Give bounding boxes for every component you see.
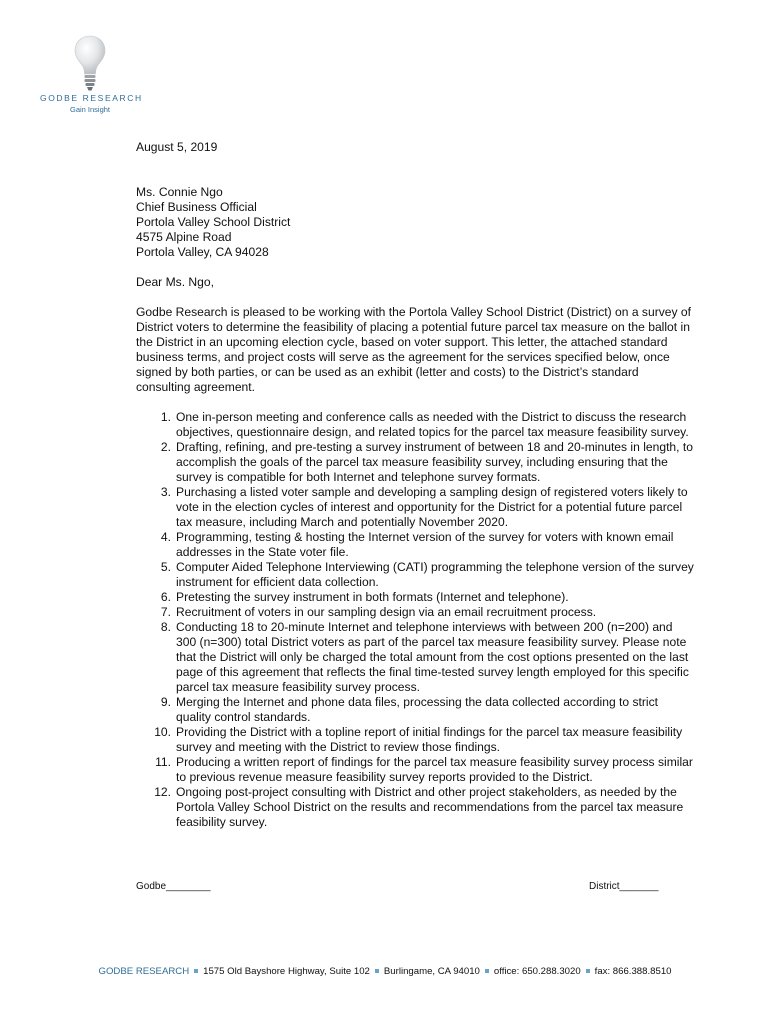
item-text: Ongoing post-project consulting with District and other project stakeholders, as needed by the Portola Valley School District on the results and recommendations from the parcel tax measure feasibility survey. <box>176 785 684 829</box>
item-number: 8. <box>160 620 171 634</box>
item-number: 11. <box>155 755 171 769</box>
item-text: Producing a written report of findings for the parcel tax measure feasibility survey process similar to previous revenue measure feasibility survey reports provided to the District. <box>176 755 693 784</box>
logo-company-name: GODBE RESEARCH <box>40 93 143 103</box>
item-text: One in-person meeting and conference calls as needed with the District to discuss the research objectives, questionnaire design, and related topics for the parcel tax measure feasibility survey. <box>176 410 689 439</box>
item-number: 3. <box>160 485 171 499</box>
list-item <box>136 560 696 590</box>
company-logo <box>40 34 143 114</box>
list-item <box>136 725 696 755</box>
item-text: Providing the District with a topline report of initial findings for the parcel tax measure feasibility survey and meeting with the District to review those findings. <box>176 725 683 754</box>
recipient-title: Chief Business Official <box>136 200 257 214</box>
list-item <box>136 695 696 725</box>
godbe-initials-line: Godbe________ <box>136 881 211 892</box>
list-item <box>136 485 696 530</box>
recipient-address <box>136 185 696 260</box>
bullet-square-icon <box>194 969 198 973</box>
letter-date: August 5, 2019 <box>136 140 218 154</box>
item-number: 5. <box>160 560 171 574</box>
intro-paragraph: Godbe Research is pleased to be working with the Portola Valley School District (District) on a survey of District voters to determine the feasibility of placing a potential future parcel tax measure on the ballot in the District in an upcoming election cycle, based on voter support. This letter, the attached standard business terms, and project costs will serve as the agreement for the services specified below, once signed by both parties, or can be used as an exhibit (letter and costs) to the District’s standard consulting agreement. <box>136 305 691 394</box>
item-text: Pretesting the survey instrument in both formats (Internet and telephone). <box>176 590 569 604</box>
footer-brand: GODBE RESEARCH <box>98 966 190 977</box>
item-text: Purchasing a listed voter sample and developing a sampling design of registered voters likely to vote in the election cycles of interest and opportunity for the District for a potential future parcel tax measure, including March and potentially November 2020. <box>176 485 688 529</box>
recipient-street: 4575 Alpine Road <box>136 230 232 244</box>
item-number: 6. <box>160 590 171 604</box>
footer-office-phone: office: 650.288.3020 <box>493 966 581 977</box>
list-item <box>136 440 696 485</box>
list-item <box>136 755 696 785</box>
item-text: Drafting, refining, and pre-testing a survey instrument of between 18 and 20-minutes in length, to accomplish the goals of the parcel tax measure feasibility survey, including ensuring that the survey is compatible for both Internet and telephone survey formats. <box>176 440 693 484</box>
item-number: 1. <box>160 410 171 424</box>
logo-tagline: Gain Insight <box>69 105 111 114</box>
item-number: 2. <box>160 440 171 454</box>
letterhead-footer <box>0 966 770 977</box>
recipient-organization: Portola Valley School District <box>136 215 291 229</box>
footer-fax: fax: 866.388.8510 <box>594 966 672 977</box>
bullet-square-icon <box>375 969 379 973</box>
item-text: Recruitment of voters in our sampling design via an email recruitment process. <box>176 605 597 619</box>
item-number: 12. <box>154 785 171 799</box>
bullet-square-icon <box>586 969 590 973</box>
list-item <box>136 620 696 695</box>
item-number: 4. <box>160 530 171 544</box>
item-text: Conducting 18 to 20-minute Internet and telephone interviews with between 200 (n=200) and 300 (n=300) total District voters as part of the parcel tax measure feasibility survey. Please note that the District will only be charged the total amount from the cost options presented on the last page of this agreement that reflects the final time-tested survey length employed for this specific parcel tax measure feasibility survey process. <box>176 620 689 694</box>
list-item <box>136 785 696 830</box>
list-item <box>136 410 696 440</box>
item-number: 9. <box>160 695 171 709</box>
list-item <box>136 530 696 560</box>
district-initials-line: District_______ <box>589 881 659 892</box>
recipient-name: Ms. Connie Ngo <box>136 185 223 199</box>
item-text: Programming, testing & hosting the Internet version of the survey for voters with known email addresses in the State voter file. <box>176 530 674 559</box>
recipient-city: Portola Valley, CA 94028 <box>136 245 269 259</box>
bullet-square-icon <box>485 969 489 973</box>
item-text: Computer Aided Telephone Interviewing (CATI) programming the telephone version of the survey instrument for efficient data collection. <box>176 560 694 589</box>
item-number: 7. <box>160 605 171 619</box>
lightbulb-icon <box>73 34 107 92</box>
salutation: Dear Ms. Ngo, <box>136 275 214 289</box>
scope-of-services-list <box>136 410 696 830</box>
list-item <box>136 605 696 620</box>
list-item <box>136 590 696 605</box>
item-text: Merging the Internet and phone data files, processing the data collected according to strict quality control standards. <box>176 695 659 724</box>
letter-body <box>136 140 696 830</box>
item-number: 10. <box>154 725 171 739</box>
footer-city: Burlingame, CA 94010 <box>383 966 480 977</box>
footer-address: 1575 Old Bayshore Highway, Suite 102 <box>203 966 370 977</box>
